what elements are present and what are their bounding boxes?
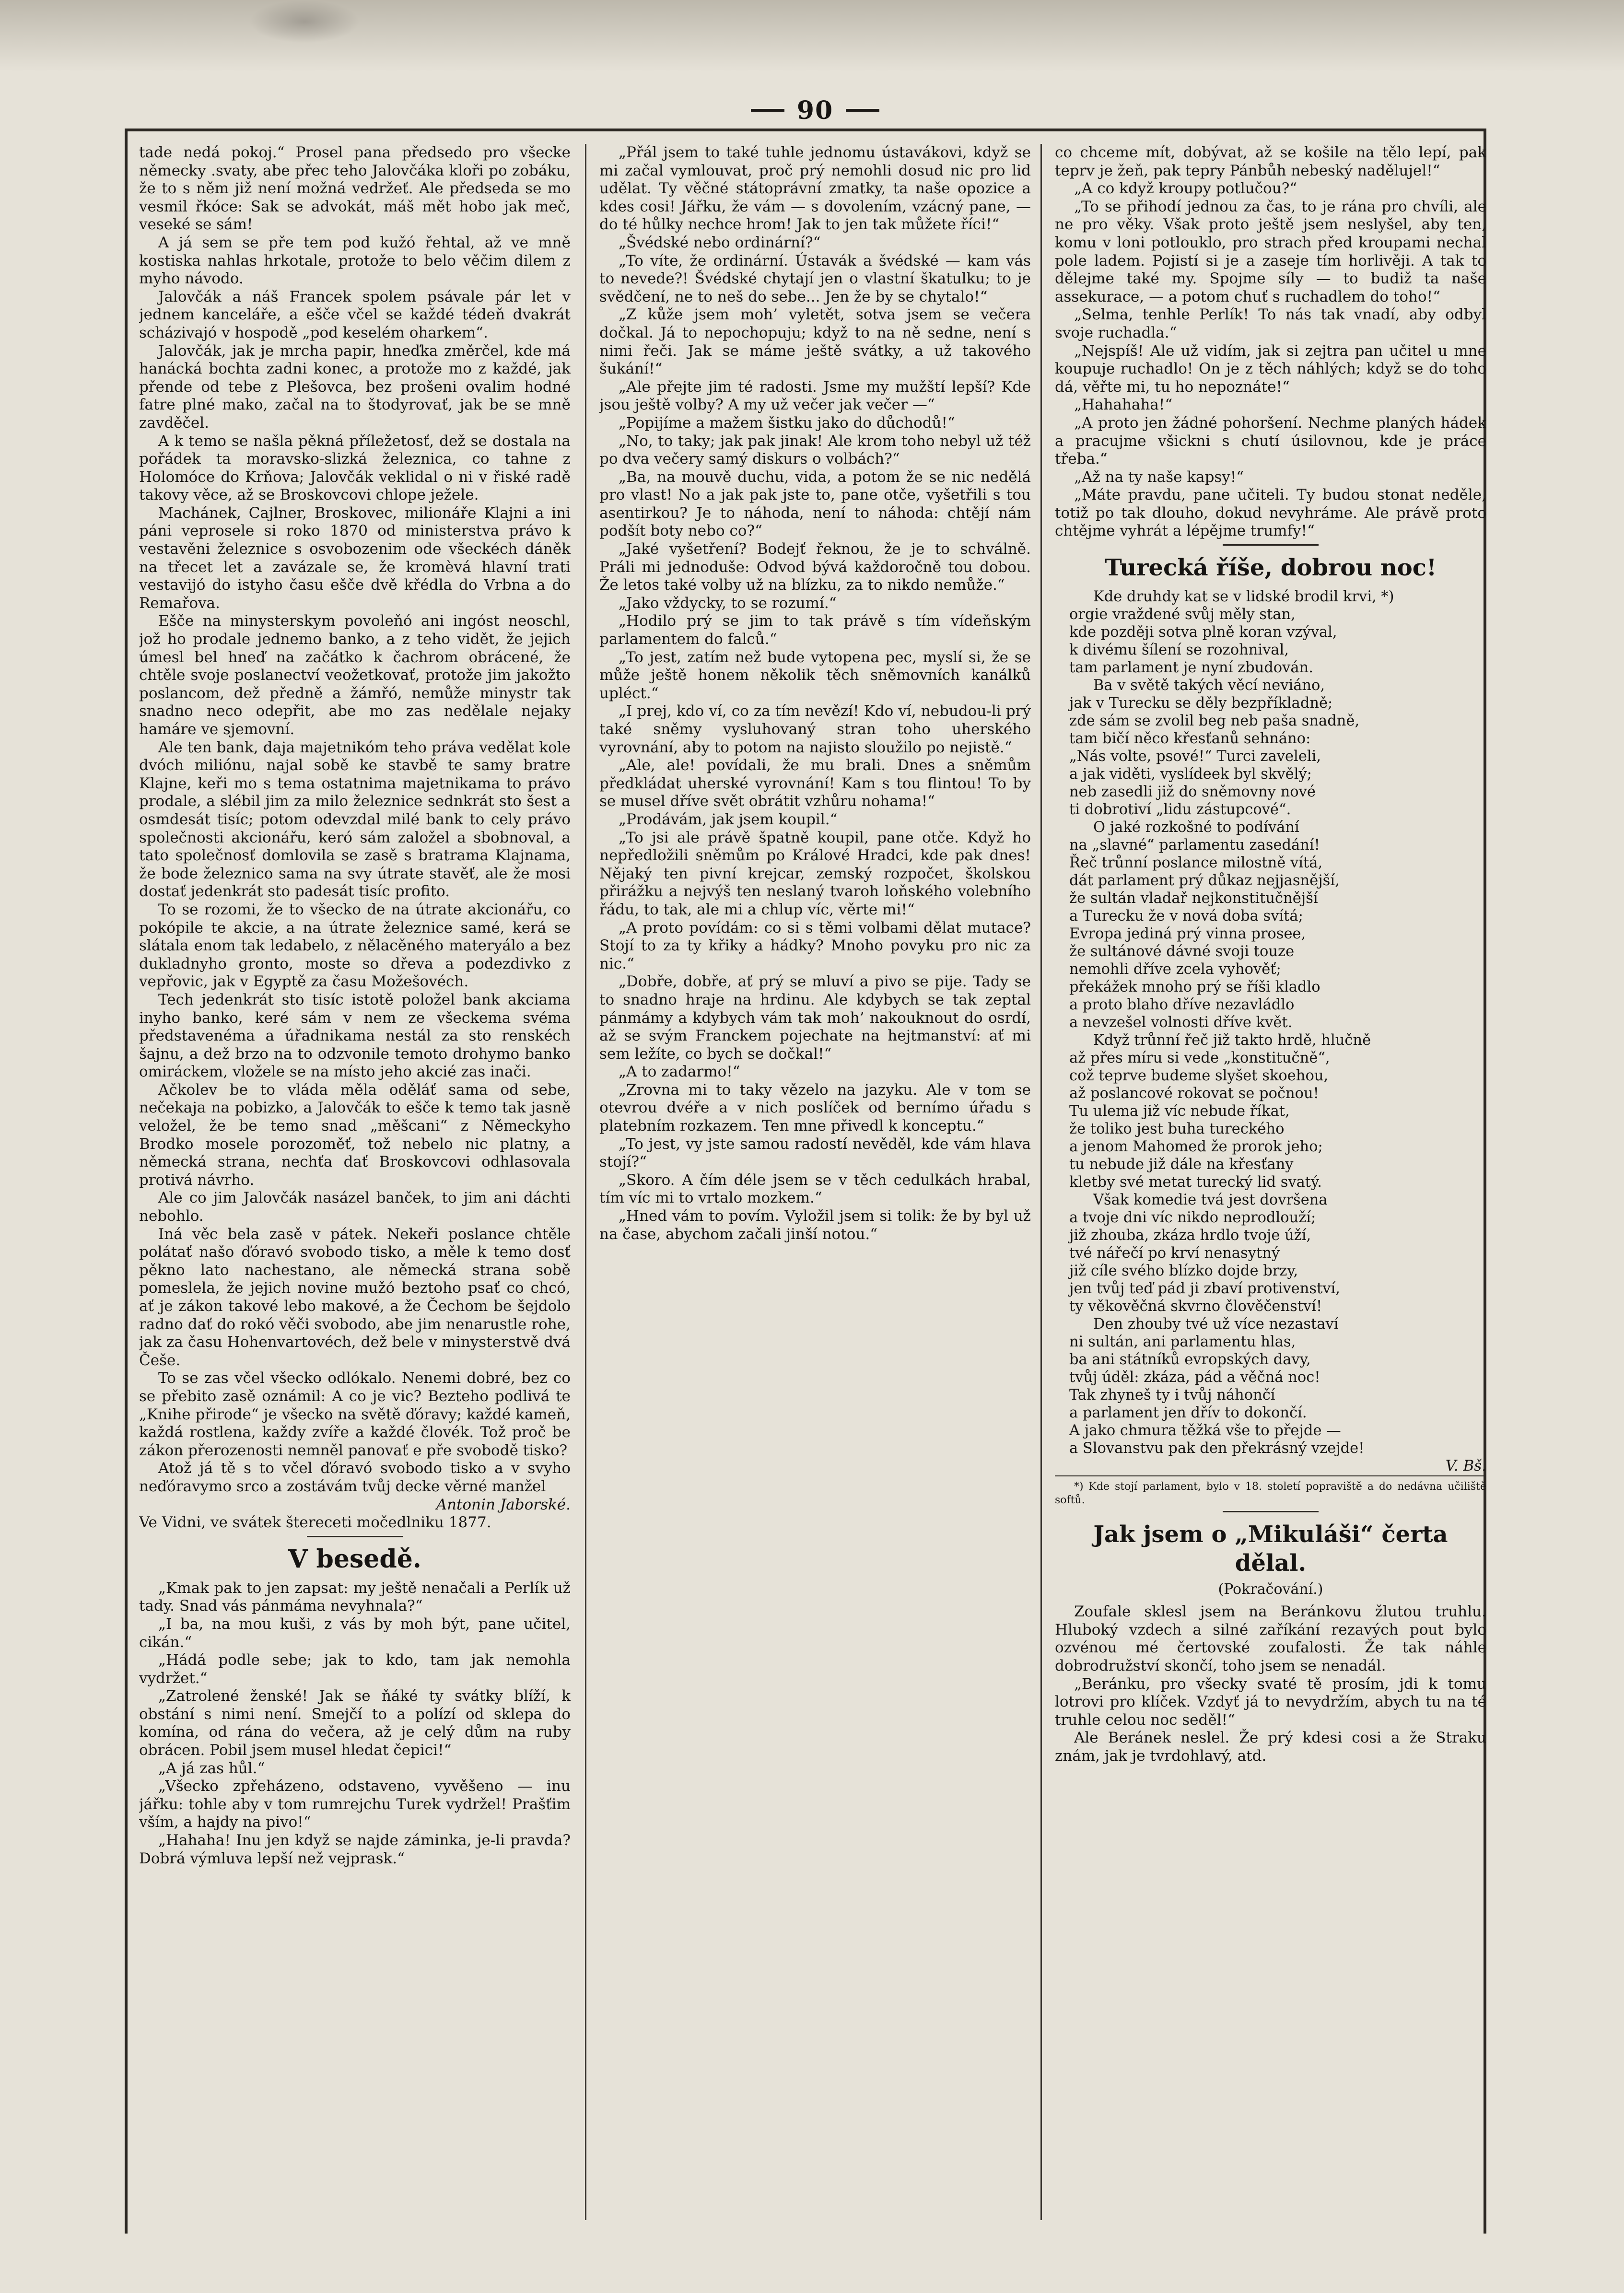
poem-line: a jenom Mahomed že prorok jeho;	[1069, 1138, 1323, 1156]
column-1	[139, 144, 571, 2220]
paragraph: tade nedá pokoj.“ Prosel pana předsedo pro všecke německy .svaty, abe přec teho Jalovčáka kloři po zobáku, že to s něm již není možná vedržeť. Ale předseda se mo vesmil řkóce: Sak se advokát, máš mět hobo jak meč, veseké se sám!	[139, 144, 571, 234]
poem-line: na „slavné“ parlamentu zasedání!	[1069, 837, 1320, 854]
dialog-line: „Skoro. A čím déle jsem se v těch cedulkách hrabal, tím víc mi to vrtalo mozkem.“	[599, 1171, 1031, 1207]
poem-line: a Slovanstvu pak den překrásný vzejde!	[1069, 1440, 1365, 1457]
poem-line: což teprve budeme slyšet skoehou,	[1069, 1067, 1329, 1085]
paragraph: Jalovčák, jak je mrcha papir, hneďka změrčel, kde má hanácká bochta zadni konec, a protože mo z každé, jak přende od tebe z Plešovca, bez prošeni ovalim hodné fatre plné mako, začal na to štodyrovať, jak be se mně zavděčel.	[139, 342, 571, 432]
dialog-line: „To se přihodí jednou za čas, to je rána pro chvíli, ale ne pro věky. Však proto ještě jsem neslyšel, aby ten, komu v loni potlouklo, pro strach před kroupami nechal pole ladem. Pojistí si je a zaseje tím horlivěji. A tak to dělejme také my. Spojme síly — to budiž ta naše assekurace, — a potom chuť s ruchadlem do toho!“	[1055, 198, 1486, 305]
article-signature: Antonin Jaborské.	[436, 1496, 571, 1513]
poem-line: že toliko jest buha tureckého	[1069, 1121, 1285, 1138]
poem-line: jak v Turecku se děly bezpříkladně;	[1069, 695, 1333, 712]
poem-line: až přes míru si vede „konstitučně“,	[1069, 1050, 1330, 1067]
paragraph: Zoufale sklesl jsem na Beránkovu žlutou truhlu. Hluboký vzdech a silné zaříkání rezavých pout bylo ozvénou mé čertovské zoufalosti. Že tak náhle dobrodružství skončí, toho jsem se nenadál.	[1055, 1603, 1486, 1675]
poem-line: Ba v světě takých věcí neviáno,	[1093, 677, 1325, 694]
poem-line: Kde druhdy kat se v lidské brodil krvi, *)	[1093, 588, 1394, 606]
poem-line: tvé nářečí po krví nenasytný	[1069, 1245, 1280, 1262]
poem-line: a parlament jen dřív to dokončí.	[1069, 1404, 1307, 1422]
column-2	[599, 144, 1031, 2220]
scan-smudge	[249, 0, 360, 43]
poem-line: O jaké rozkošné to podívání	[1093, 819, 1299, 836]
dialog-line: „Jako vždycky, to se rozumí.“	[619, 594, 837, 612]
article-dateline: Ve Vidni, ve svátek štereceti močedlniku 1877.	[139, 1514, 491, 1532]
dialog-line: „To jsi ale právě špatně koupil, pane otče. Když ho nepředložili sněmům po Králové Hradci, kde pak dnes! Nějaký ten pivní krejcar, zemský rozpočet, školskou přirážku a nejvýš ten neslaný tvaroh loňského volebního řádu, to tak, ale mi a chlup víc, věrte mi!“	[599, 829, 1031, 918]
dialog-line: „I prej, kdo ví, co za tím nevězí! Kdo ví, nebudou-li prý také sněmy vysluhovaný stran toho uherského vyrovnání, aby to potom na najisto sloužilo po nejistě.“	[599, 702, 1031, 756]
paragraph: Ešče na minysterskym povoleňó ani ingóst neoschl, jož ho prodale jednemo banko, a z teho vidět, že jejich úmesl bel hneď na začátko k čachrom obrácené, že chtěle svoje poslanectví veožetkovať, protože jim jakožto poslancom, dež předně a žámřó, nemůže minystr tak snadno neco odepřit, abe mo zas nedělale nejaky hamáre ve sjemovní.	[139, 612, 571, 738]
poem-line: tvůj úděl: zkáza, pád a věčná noc!	[1069, 1369, 1320, 1386]
poem-line: orgie vraždené svůj měly stan,	[1069, 606, 1296, 623]
dialog-line: „Zrovna mi to taky vězelo na jazyku. Ale v tom se otevrou dvéře a v nich poslíček od bernímo úřadu s platebním rozkazem. Ten mne přivedl k konceptu.“	[599, 1081, 1031, 1135]
poem-line: tam bičí něco křesťanů sehnáno:	[1069, 730, 1311, 748]
dialog-line: „A proto jen žádné pohoršení. Nechme planých hádek a pracujme všickni s chutí úsilovnou, kde je práce třeba.“	[1055, 414, 1486, 468]
poem-line: ni sultán, ani parlamentu hlas,	[1069, 1334, 1296, 1351]
page-number: 90	[796, 95, 834, 125]
poem-line: a proto blaho dříve nezavládlo	[1069, 996, 1295, 1014]
dialog-line: „Hned vám to povím. Vyložil jsem si tolik: že by byl už na čase, abychom začali jinší notou.“	[599, 1207, 1031, 1243]
poem-line: překážek mnoho prý se říši kladlo	[1069, 979, 1320, 996]
dialog-line: „To jest, vy jste samou radostí nevěděl, kde vám hlava stojí?“	[599, 1135, 1031, 1171]
paragraph: Machánek, Cajlner, Broskovec, milionáře Klajni a ini páni veprosele si roko 1870 od ministerstva právo k vestavěni železnice s osvobozenim ode všeckéch dáněk na třecet let a zavázale se, že kromèvá hlavní trati vestavijó do istyho času ešče dvě křédla do Vrbna a do Remařova.	[139, 504, 571, 612]
poem-line: Však komedie tvá jest dovršena	[1093, 1192, 1328, 1209]
header-dash-left	[751, 109, 784, 112]
poem-line: až poslancové rokovat se počnou!	[1069, 1085, 1319, 1102]
dialog-line: „Ale, ale! povídali, že mu brali. Dnes a sněmům předkládat uherské vyrovnání! Kam s tou flintou! To by se musel dříve svět obrátit vzhůru nohama!“	[599, 757, 1031, 810]
poem-line: a jak viděti, vyslídeek byl skvělý;	[1069, 766, 1312, 783]
article-continuation	[139, 144, 571, 1532]
poem-line: k divému šílení se rozohnival,	[1069, 642, 1289, 659]
dialog-line: „Hodilo prý se jim to tak právě s tím vídeňským parlamentem do falců.“	[599, 612, 1031, 648]
dialog-section	[139, 1579, 571, 1868]
poem-line: Den zhouby tvé už více nezastaví	[1093, 1316, 1339, 1333]
heading-turecka-rise: Turecká říše, dobrou noc!	[1104, 554, 1437, 582]
poem-line: „Nás volte, psové!“ Turci zaveleli,	[1069, 748, 1321, 765]
subheading-continuation: (Pokračování.)	[1218, 1580, 1323, 1598]
dialog-line: „Máte pravdu, pane učiteli. Ty budou stonat neděle, totiž po tak dlouho, dokud nevyhráme. Ale právě proto chtějme vyhrát a lépějme trumfy!“	[1055, 486, 1486, 540]
poem-line: A jako chmura těžká vše to přejde —	[1069, 1422, 1341, 1439]
paragraph: To se rozomi, že to všecko de na útrate akcionářu, co pokópile te akcie, a na útrate železnice samé, kerá se slátala enom tak ledabelo, z nělacěného materyálo a bez dukladnyho gronto, moste so dřeva a podezdivko z vepřovic, jak v Egyptě za času Možešovéch.	[139, 901, 571, 991]
dialog-line: „Popijíme a mažem šistku jako do důchodů!“	[619, 414, 955, 432]
poem-line: Když trůnní řeč již takto hrdě, hlučně	[1093, 1032, 1371, 1049]
dialog-line: co chceme mít, dobývat, až se košile na tělo lepí, pak teprv je žeň, pak tepry Pánbůh nebeský nadělujel!“	[1055, 144, 1486, 179]
heading-v-besede: V besedě.	[288, 1544, 421, 1574]
dialog-line: „Všecko zpřeházeno, odstaveno, vyvěšeno — inu jářku: tohle aby v tom rumrejchu Turek vydržel! Prašťim vším, a hajdy na pivo!“	[139, 1778, 571, 1831]
poem-line: že sultán vladař nejkonstitučnější	[1069, 890, 1318, 907]
dialog-line: „A to zadarmo!“	[619, 1063, 740, 1081]
poem-line: a tvoje dni víc nikdo neprodlouží;	[1069, 1209, 1316, 1227]
poem-line: kletby své metat turecký lid svatý.	[1069, 1174, 1322, 1191]
paragraph: Atož já tě s to včel ďóravó svobodo tisko a v svyho neďóravymo srco a zostávám tvůj decke věrné manžel	[139, 1460, 571, 1495]
poem-line: že sultánové dávné svoji touze	[1069, 943, 1295, 960]
dialog-line: „To víte, že ordinární. Ústavák a švédské — kam vás to nevede?! Švédské chytají jen o vlastní škatulku; to je svědčení, ne to neš do sebe... Jen že by se chytalo!“	[599, 252, 1031, 305]
dialog-line: „Švédské nebo ordinární?“	[619, 234, 821, 251]
dialog-line: „Z kůže jsem moh’ vyletět, sotva jsem se večera dočkal. Já to nepochopuju; když to na ně sedne, není s nimi řeči. Jak se máme ještě svátky, a už takového šukání!“	[599, 306, 1031, 378]
dialog-line: „Hádá podle sebe; jak to kdo, tam jak nemohla vydržet.“	[139, 1651, 571, 1687]
poem-line: tam parlament je nyní zbudován.	[1069, 659, 1313, 677]
poem-line: nemohli dříve zcela vyhověť;	[1069, 961, 1281, 978]
dialog-line: „Až na ty naše kapsy!“	[1074, 468, 1244, 486]
dialog-line: „Dobře, dobře, ať prý se mluví a pivo se pije. Tady se to snadno hraje na hrdinu. Ale kdybych se tak zeptal pánmámy a kdybych vám tak moh’ nakouknout do osrdí, až se svým Franckem pojechate na hejtmanství: ať mi sem ležíte, co bych se dočkal!“	[599, 973, 1031, 1063]
poem-line: ti dobrotiví „lidu zástupcové“.	[1069, 801, 1291, 819]
dialog-line: „Kmak pak to jen zapsat: my ještě nenačali a Perlík už tady. Snad vás pánmáma nevyhnala?“	[139, 1579, 571, 1615]
dialog-line: „Hahaha! Inu jen když se najde záminka, je-li pravda? Dobrá výmluva lepší než vejprask.“	[139, 1832, 571, 1867]
section-rule	[1223, 544, 1319, 546]
section-rule	[1223, 1511, 1319, 1512]
dialog-line: „I ba, na mou kuši, z vás by moh být, pane učitel, cikán.“	[139, 1615, 571, 1651]
paragraph: A k temo se našla pěkná příležetosť, dež se dostala na pořádek ta moravsko-slizká železnica, co tahne z Holomóce do Krňova; Jalovčák veklidal o ni v řiské radě takovy věce, až se Broskovcovi chlope ježele.	[139, 432, 571, 504]
poem-line: Tak zhyneš ty i tvůj náhončí	[1069, 1387, 1275, 1404]
section-rule	[307, 1536, 403, 1537]
dialog-line: „A proto povídám: co si s těmi volbami dělat mutace? Stojí to za ty křiky a hádky? Mnoho povyku pro nic za nic.“	[599, 919, 1031, 972]
paragraph: Ačkolev be to vláda měla oděláť sama od sebe, nečekaja na pobizko, a Jalovčák to ešče k temo tak jasně veložel, že be temo snad „měšcani“ z Německyho Brodko mosele porozoměť, tož nebelo nic platny, a německá strana, nechťa dať Broskovcovi odhlasovala protivá návrho.	[139, 1081, 571, 1189]
dialog-line: „Hahahaha!“	[1074, 396, 1173, 414]
scan-top-shadow	[0, 0, 1624, 72]
page-header	[729, 94, 901, 127]
dialog-line: „Nejspíš! Ale už vidím, jak si zejtra pan učitel u mne koupuje ruchadlo! On je z těch náhlých; když se do toho dá, věřte mi, tu ho nepoznáte!“	[1055, 342, 1486, 396]
paragraph: Ale ten bank, daja majetnikóm teho práva vedělat kole dvóch miliónu, najal sobě ke stavbě te samy bratre Klajne, keři mo s tema ostatnima majetnikama to právo prodale, a slébil jim za milo železnice sednkrát sto šest a osmdesát tisíc; potom odevzdal milé bank to cely právo společnosti akcionářu, keró sám založel a sbobnoval, a tato společnosť domlovila se zasě s bratrama Klajnama, že bode železnico sama na svy útrate stavěť, ale že mosi dostať jedenkrát sto padesát tisíc profito.	[139, 738, 571, 901]
dialog-line: „Zatrolené ženské! Jak se ňáké ty svátky blíží, k obstání s nimi není. Smejčí to a polízí od sklepa do komína, od rána do večera, až je celý dům na ruby obrácen. Pobil jsem musel hledat čepici!“	[139, 1687, 571, 1759]
poem-signature: V. Bš.	[1445, 1457, 1486, 1475]
poem-line: již cíle svého blízko dojde brzy,	[1069, 1263, 1298, 1280]
poem-line: již zhouba, zkáza hrdlo tvoje úží,	[1069, 1227, 1311, 1244]
paragraph: A já sem se pře tem pod kužó řehtal, až ve mně kostiska nahlas hrkotale, protože to belo věčim dilem z myho návodo.	[139, 234, 571, 288]
poem	[1055, 588, 1486, 1457]
dialog-continuation	[1055, 144, 1486, 540]
paragraph: Ale Beránek neslel. Že prý kdesi cosi a že Straku znám, jak je tvrdohlavý, atd.	[1055, 1729, 1486, 1765]
left-border	[125, 129, 128, 2234]
dialog-line: „A já zas hůl.“	[158, 1759, 265, 1777]
poem-line: jen tvůj teď pád ji zbaví protivenství,	[1069, 1280, 1340, 1298]
dialog-line: „Ale přejte jim té radosti. Jsme my mužští lepší? Kde jsou ještě volby? A my už večer jak večer —“	[599, 378, 1031, 414]
header-dash-right	[846, 109, 879, 112]
top-border	[125, 129, 1486, 131]
paragraph: Iná věc bela zasě v pátek. Nekeři poslance chtěle polátať našo ďóravó svobodo tisko, a měle k temo dosť pěkno lato nachestano, ale německá strana sobě pomeslela, že jejich novine mužó beztoho psať co chcó, ať je zákon takové lebo makové, a že Čechom be šejdolo radno dať do rokó věči svobodo, abe jim nenarustle rohe, jak za času Hohenvartovéch, dež bele v minysterstvě dvá Češe.	[139, 1225, 571, 1369]
paragraph: Jalovčák a náš Francek spolem psávale pár let v jednem kanceláře, a ešče včel se každé tédeň dvakrát scházivajó v hospodě „pod keselém oharkem“.	[139, 288, 571, 341]
dialog-line: „A co když kroupy potlučou?“	[1074, 180, 1297, 198]
column-divider-1	[585, 144, 586, 2220]
footnote: *) Kde stojí parlament, bylo v 18. století popraviště a do nedávna učiliště softů.	[1055, 1475, 1486, 1507]
poem-line: Řeč trůnní poslance milostně vítá,	[1069, 854, 1323, 872]
dialog-line: „Prodávám, jak jsem koupil.“	[619, 810, 838, 828]
paragraph: Tech jedenkrát sto tisíc istotě položel bank akciama inyho banko, keré sám v nem ze všeckema svéma představenéma a úřadnikama nestál za sto renskéch šajnu, a dež brzo na to odzvonile temoto drohymo banko omiráckem, vložele se na místo jeho akcié zas inači.	[139, 991, 571, 1081]
poem-line: Tu ulema již víc nebude říkat,	[1069, 1103, 1290, 1120]
poem-line: tu nebude již dále na křesťany	[1069, 1156, 1294, 1173]
column-3	[1055, 144, 1486, 2220]
heading-mikulas: Jak jsem o „Mikuláši“ čerta dělal.	[1093, 1521, 1448, 1577]
poem-line: a nevzešel volnosti dříve květ.	[1069, 1014, 1293, 1031]
dialog-line: „Jaké vyšetření? Bodejť řeknou, že je to schválně. Práli mi jednoduše: Odvod bývá každoročně tou dobou. Že letos také volby už na blízku, za to nikdo nemůže.“	[599, 540, 1031, 594]
paragraph: „Beránku, pro všecky svaté tě prosím, jdi k tomu lotrovi pro klíček. Vzdyť já to nevydržím, abych tu na té truhle celou noc seděl!“	[1055, 1675, 1486, 1729]
paragraph: To se zas včel všecko odlókalo. Nenemi dobré, bez co se přebito zasě oznámil: A co je vic? Bezteho podlivá te „Knihe přirode“ je všecko na světě ďóravy; každé kameň, každá rostlena, každy zvíře a každé človék. Tož proč be zákon přerozenosti nemněl panovať e pře svobodě tisko?	[139, 1369, 571, 1459]
poem-line: dát parlament prý důkaz nejjasnější,	[1069, 872, 1340, 889]
poem-line: neb zasedli již do sněmovny nové	[1069, 784, 1316, 801]
dialog-line: „Selma, tenhle Perlík! To nás tak vnadí, aby odbyl svoje ruchadla.“	[1055, 306, 1486, 341]
poem-line: ty věkověčná skvrno člověčenství!	[1069, 1298, 1322, 1315]
poem-line: ba ani státníků evropských davy,	[1069, 1351, 1311, 1369]
poem-line: zde sám se zvolil beg neb paša snadně,	[1069, 713, 1360, 730]
poem-line: kde později sotva plně koran vzýval,	[1069, 624, 1337, 641]
dialog-line: „No, to taky; jak pak jinak! Ale krom toho nebyl už též po dva večery samý diskurs o volbách?“	[599, 432, 1031, 468]
poem-line: a Turecku že v nová doba svítá;	[1069, 908, 1303, 925]
dialog-line: „Přál jsem to také tuhle jednomu ústavákovi, když se mi začal vymlouvat, proč prý nemohli dosud nic pro lid udělat. Ty věčné státoprávní zmatky, ta naše opozice a kdes cosi! Jářku, že vám — s dovolením, vzácný pane, — do té hůlky nechce hrom! Jak to jen tak můžete říci!“	[599, 144, 1031, 234]
dialog-line: „Ba, na mouvě duchu, vida, a potom že se nic nedělá pro vlast! No a jak pak jste to, pane otče, vyšetřili s tou asentirkou? Je to náhoda, není to náhoda: chtějí nám podšít boty nebo co?“	[599, 468, 1031, 540]
poem-line: Evropa jediná prý vinna prosee,	[1069, 925, 1306, 943]
paragraph: Ale co jim Jalovčák nasázel banček, to jim ani dáchti nebohlo.	[139, 1189, 571, 1225]
column-divider-2	[1040, 144, 1042, 2220]
dialog-line: „To jest, zatím než bude vytopena pec, myslí si, že se může ještě honem několik těch sněmovních kanálků upléct.“	[599, 648, 1031, 702]
